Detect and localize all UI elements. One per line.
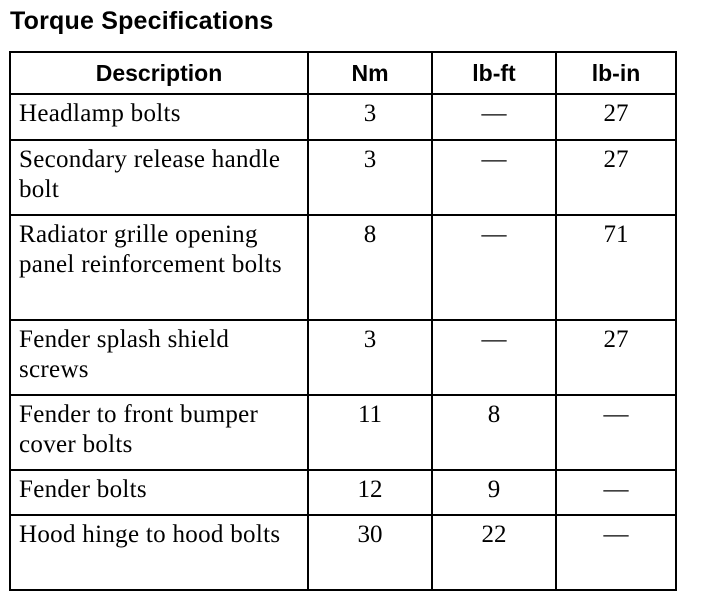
table-row: [10, 320, 676, 395]
description-cell: Fender to front bumper cover bolts: [10, 395, 308, 470]
lb-ft-cell: 22: [432, 515, 556, 590]
lb-ft-cell: —: [432, 94, 556, 140]
lb-in-cell: —: [556, 395, 676, 470]
nm-cell: 3: [308, 320, 432, 395]
column-header-nm: Nm: [308, 52, 432, 94]
lb-in-cell: 27: [556, 94, 676, 140]
table-row: [10, 470, 676, 515]
column-header-lb-ft: lb-ft: [432, 52, 556, 94]
description-cell: Fender splash shield screws: [10, 320, 308, 395]
description-cell: Radiator grille opening panel reinforcement bolts: [10, 215, 308, 320]
page-title: Torque Specifications: [10, 7, 274, 35]
description-cell: Secondary release handle bolt: [10, 140, 308, 215]
lb-in-cell: 27: [556, 140, 676, 215]
lb-ft-cell: 9: [432, 470, 556, 515]
nm-cell: 3: [308, 140, 432, 215]
nm-cell: 12: [308, 470, 432, 515]
table-row: [10, 215, 676, 320]
description-cell: Headlamp bolts: [10, 94, 308, 140]
lb-in-cell: 71: [556, 215, 676, 320]
torque-specifications-table: [9, 51, 677, 591]
column-header-lb-in: lb-in: [556, 52, 676, 94]
table-row: [10, 94, 676, 140]
lb-ft-cell: 8: [432, 395, 556, 470]
nm-cell: 30: [308, 515, 432, 590]
description-cell: Hood hinge to hood bolts: [10, 515, 308, 590]
nm-cell: 8: [308, 215, 432, 320]
nm-cell: 3: [308, 94, 432, 140]
lb-in-cell: —: [556, 470, 676, 515]
column-header-description: Description: [10, 52, 308, 94]
lb-ft-cell: —: [432, 320, 556, 395]
lb-in-cell: 27: [556, 320, 676, 395]
table-header-row: [10, 52, 676, 94]
lb-ft-cell: —: [432, 140, 556, 215]
lb-in-cell: —: [556, 515, 676, 590]
description-cell: Fender bolts: [10, 470, 308, 515]
nm-cell: 11: [308, 395, 432, 470]
table-row: [10, 515, 676, 590]
table-row: [10, 395, 676, 470]
lb-ft-cell: —: [432, 215, 556, 320]
table-row: [10, 140, 676, 215]
